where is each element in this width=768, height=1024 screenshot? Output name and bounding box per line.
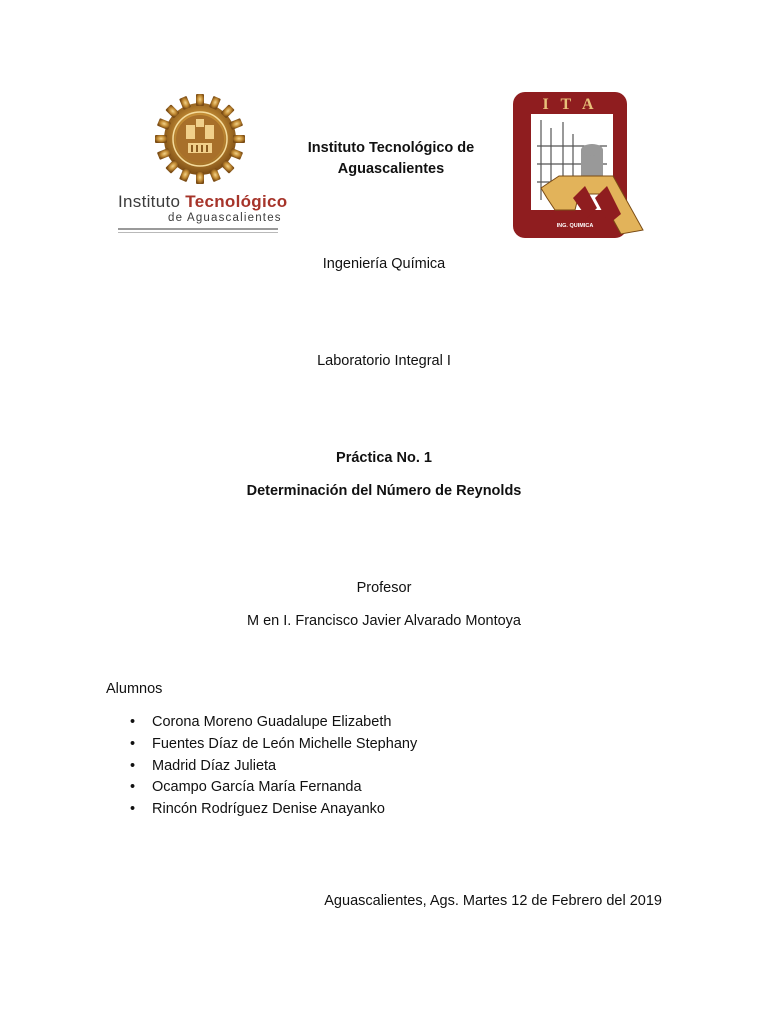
- ita-acronym: I T A: [542, 96, 598, 113]
- student-item: [130, 777, 417, 799]
- students-label: Alumnos: [106, 681, 163, 697]
- student-item: [130, 756, 417, 778]
- student-name: Fuentes Díaz de León Michelle Stephany: [152, 735, 418, 752]
- practice-title: Determinación del Número de Reynolds: [246, 483, 522, 499]
- logo-left-subtitle: de Aguascalientes: [168, 212, 282, 224]
- logo-left-wordmark: Instituto Tecnológico: [118, 192, 288, 211]
- bullet-icon: •: [130, 714, 136, 730]
- student-name: Ocampo García María Fernanda: [152, 779, 362, 796]
- student-name: Madrid Díaz Julieta: [152, 757, 277, 774]
- student-item: [130, 712, 417, 734]
- professor-label: Profesor: [356, 580, 412, 596]
- student-item: [130, 734, 417, 756]
- career-name: Ingeniería Química: [322, 256, 446, 272]
- professor-name: M en I. Francisco Javier Alvarado Montoya: [246, 613, 521, 629]
- bullet-icon: •: [130, 801, 136, 818]
- institution-name: Instituto Tecnológico de Aguascalientes: [307, 140, 475, 177]
- practice-number: Práctica No. 1: [336, 450, 432, 466]
- course-name: Laboratorio Integral I: [317, 353, 451, 369]
- logo-left-rule: [118, 228, 278, 230]
- place-and-date: Aguascalientes, Ags. Martes 12 de Febrero del 2019: [324, 893, 662, 909]
- bullet-icon: •: [130, 757, 136, 774]
- student-name: Rincón Rodríguez Denise Anayanko: [152, 801, 385, 818]
- student-list: [130, 712, 417, 821]
- student-item: [130, 799, 417, 821]
- ita-caption: ING. QUIMICA: [556, 223, 594, 229]
- student-name: Corona Moreno Guadalupe Elizabeth: [152, 714, 392, 730]
- bullet-icon: •: [130, 735, 136, 752]
- ita-chemical-engineering-logo: [511, 90, 647, 240]
- bullet-icon: •: [130, 779, 136, 796]
- logo-left-rule-thin: [118, 232, 278, 233]
